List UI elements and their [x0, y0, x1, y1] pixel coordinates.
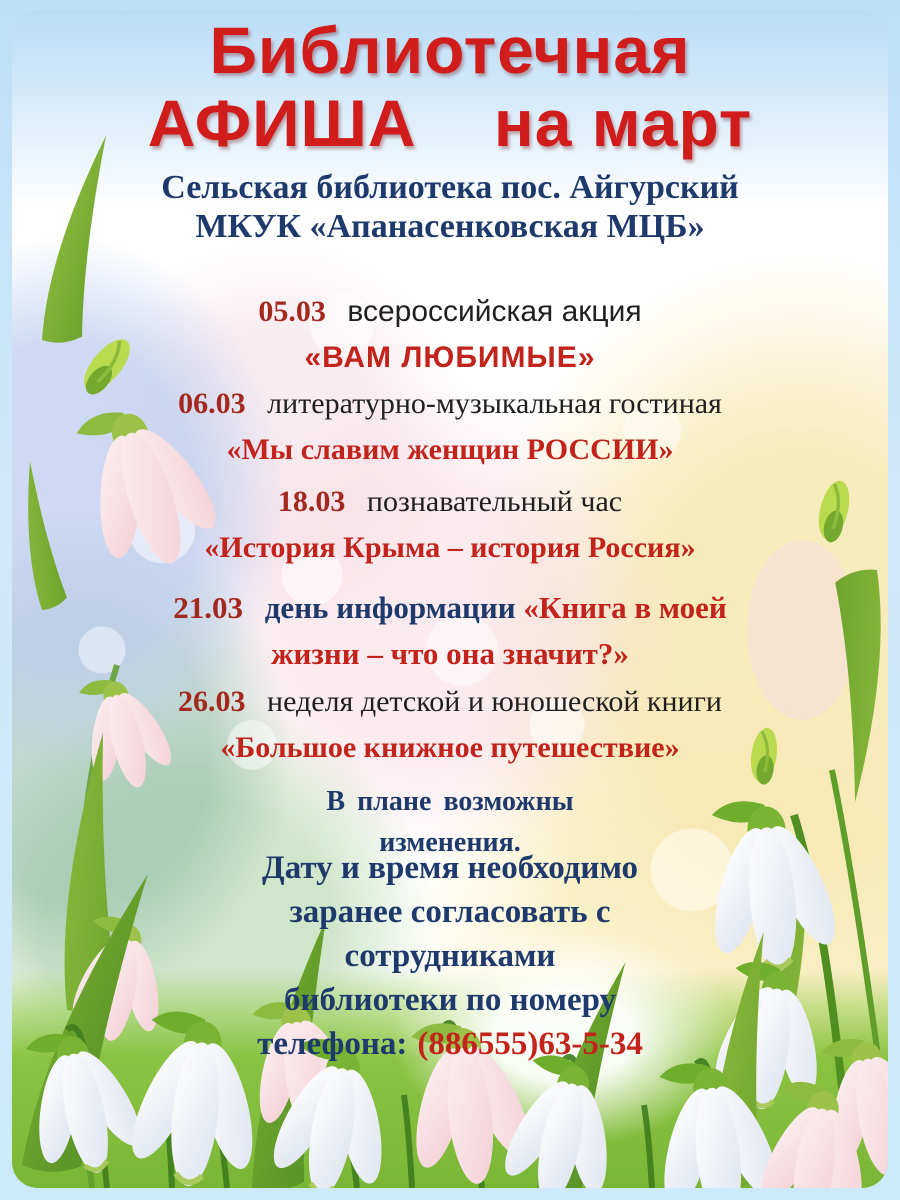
event-5-header [12, 679, 888, 725]
event-date: 26.03 [178, 685, 246, 718]
note-line1: В плане возможны [326, 786, 574, 817]
event-row-2 [12, 381, 888, 473]
event-date: 21.03 [173, 590, 243, 625]
event-description: познавательный час [366, 485, 623, 518]
title-line1: Библиотечная [209, 13, 691, 87]
contact-line1: Дату и время необходимо [262, 850, 638, 886]
contact-info [12, 846, 888, 1066]
event-title: «Книга в моей жизни – что она значит?» [271, 590, 727, 671]
event-description: неделя детской и юношеской книги [267, 685, 722, 718]
organization-name [12, 168, 888, 246]
event-row-3 [12, 479, 888, 571]
contact-line3: сотрудниками [344, 938, 556, 974]
event-2-header [12, 381, 888, 427]
contact-line2: заранее согласовать с [289, 894, 611, 930]
organization-line1: Сельская библиотека пос. Айгурский [161, 169, 739, 206]
title-line2: АФИША на март [147, 86, 753, 160]
event-title: «Большое книжное путешествие» [220, 731, 680, 764]
event-title: «Мы славим женщин РОССИИ» [226, 433, 674, 466]
event-date: 05.03 [258, 295, 326, 328]
event-3-header [12, 479, 888, 525]
phone-number: (886555)63-5-34 [417, 1026, 643, 1062]
note-line2: изменения. [379, 827, 521, 858]
phone-label: телефона: [257, 1026, 408, 1062]
event-title: «История Крыма – история Россия» [204, 531, 696, 564]
poster-card [12, 10, 888, 1188]
event-1-header [12, 289, 888, 335]
event-4-inline [128, 585, 773, 677]
event-description: всероссийская акция [347, 295, 642, 328]
event-row-4 [12, 585, 888, 677]
event-title: «ВАМ ЛЮБИМЫЕ» [304, 341, 596, 374]
contact-line4: библиотеки по номеру [283, 982, 617, 1018]
event-date: 06.03 [178, 387, 246, 420]
page-title [12, 14, 888, 160]
poster-content [12, 10, 888, 1188]
event-date: 18.03 [277, 485, 346, 518]
event-description: день информации [264, 590, 516, 625]
event-description: литературно-музыкальная гостиная [267, 387, 722, 420]
event-row-1 [12, 289, 888, 381]
organization-line2: МКУК «Апанасенковская МЦБ» [195, 208, 705, 245]
event-row-5 [12, 679, 888, 771]
